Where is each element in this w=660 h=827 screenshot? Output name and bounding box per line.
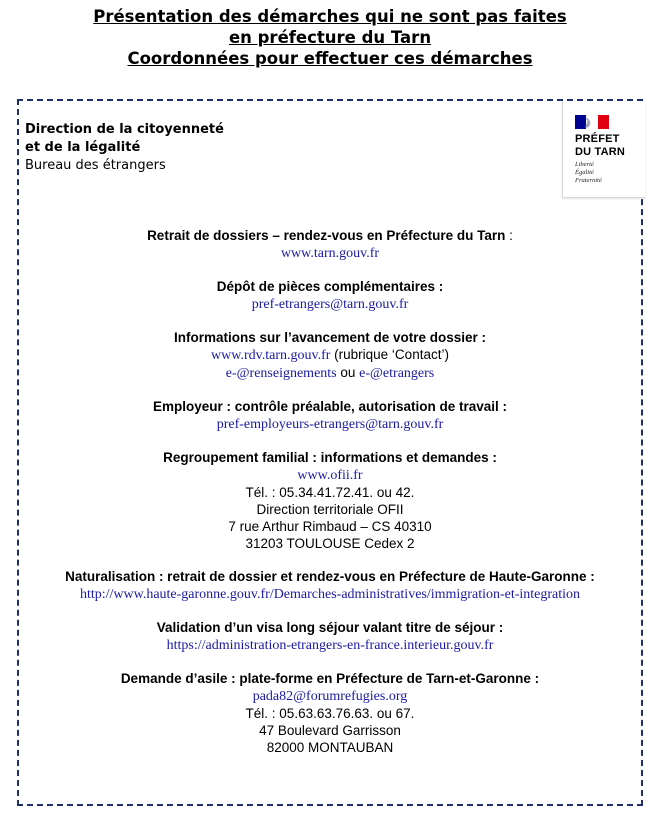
section-visa: [0, 619, 660, 654]
etrangers-link[interactable]: e-@etrangers: [359, 366, 435, 381]
content-body: [0, 227, 660, 772]
section-asile: [0, 670, 660, 756]
depot-link[interactable]: pref-etrangers@tarn.gouv.fr: [251, 297, 409, 312]
asile-link[interactable]: pada82@forumrefugies.org: [252, 689, 408, 704]
motto-fraternite: Fraternité: [575, 177, 602, 184]
asile-heading: Demande d’asile : plate-forme en Préfecture de Tarn-et-Garonne :: [120, 671, 540, 686]
prefet-logo: [562, 101, 645, 198]
rdv-link[interactable]: www.rdv.tarn.gouv.fr: [211, 348, 331, 363]
asile-address-1: 47 Boulevard Garrisson: [259, 723, 401, 738]
marianne-flag-icon: [575, 115, 609, 129]
regroupement-heading: Regroupement familial : informations et demandes :: [163, 450, 497, 465]
motto-liberte: Liberté: [575, 161, 594, 168]
section-employeur: [0, 398, 660, 433]
retrait-heading: Retrait de dossiers – rendez-vous en Préfecture du Tarn: [147, 228, 506, 243]
depot-heading: Dépôt de pièces complémentaires :: [216, 279, 444, 294]
section-naturalisation: [0, 568, 660, 603]
section-retrait: [0, 227, 660, 262]
ofii-address-2: 7 rue Arthur Rimbaud – CS 40310: [228, 519, 432, 534]
section-regroupement: [0, 449, 660, 552]
header-line-3: Coordonnées pour effectuer ces démarches: [127, 49, 533, 68]
logo-motto: [575, 161, 602, 185]
document-header: [0, 6, 660, 69]
header-line-2: en préfecture du Tarn: [228, 28, 432, 47]
or-text: ou: [336, 365, 360, 380]
employeur-link[interactable]: pref-employeurs-etrangers@tarn.gouv.fr: [216, 417, 444, 432]
department-line-3: Bureau des étrangers: [25, 158, 166, 173]
department-block: [25, 121, 224, 175]
visa-heading: Validation d’un visa long séjour valant titre de séjour :: [156, 620, 504, 635]
employeur-heading: Employeur : contrôle préalable, autorisation de travail :: [152, 399, 508, 414]
logo-title-1: PRÉFET: [575, 133, 620, 145]
ofii-link[interactable]: www.ofii.fr: [297, 468, 363, 483]
ofii-address-3: 31203 TOULOUSE Cedex 2: [245, 536, 415, 551]
asile-address-2: 82000 MONTAUBAN: [266, 740, 394, 755]
section-depot: [0, 278, 660, 313]
logo-title-2: DU TARN: [575, 146, 626, 158]
department-line-1: Direction de la citoyenneté: [25, 122, 224, 137]
renseignements-link[interactable]: e-@renseignements: [225, 366, 337, 381]
department-line-2: et de la légalité: [25, 140, 141, 155]
retrait-link[interactable]: www.tarn.gouv.fr: [280, 246, 380, 261]
section-informations: [0, 329, 660, 382]
retrait-suffix: :: [505, 228, 513, 243]
naturalisation-heading: Naturalisation : retrait de dossier et rendez-vous en Préfecture de Haute-Garonne :: [65, 569, 595, 584]
visa-link[interactable]: https://administration-etrangers-en-france.interieur.gouv.fr: [166, 638, 494, 653]
ofii-address-1: Direction territoriale OFII: [256, 502, 404, 517]
informations-heading: Informations sur l’avancement de votre dossier :: [173, 330, 487, 345]
header-line-1: Présentation des démarches qui ne sont pas faites: [93, 7, 567, 26]
motto-egalite: Égalité: [575, 169, 594, 176]
rdv-link-suffix: (rubrique ‘Contact’): [330, 347, 449, 362]
naturalisation-link[interactable]: http://www.haute-garonne.gouv.fr/Demarches-administratives/immigration-et-integration: [79, 587, 581, 602]
asile-phone: Tél. : 05.63.63.76.63. ou 67.: [245, 706, 415, 721]
ofii-phone: Tél. : 05.34.41.72.41. ou 42.: [245, 485, 415, 500]
